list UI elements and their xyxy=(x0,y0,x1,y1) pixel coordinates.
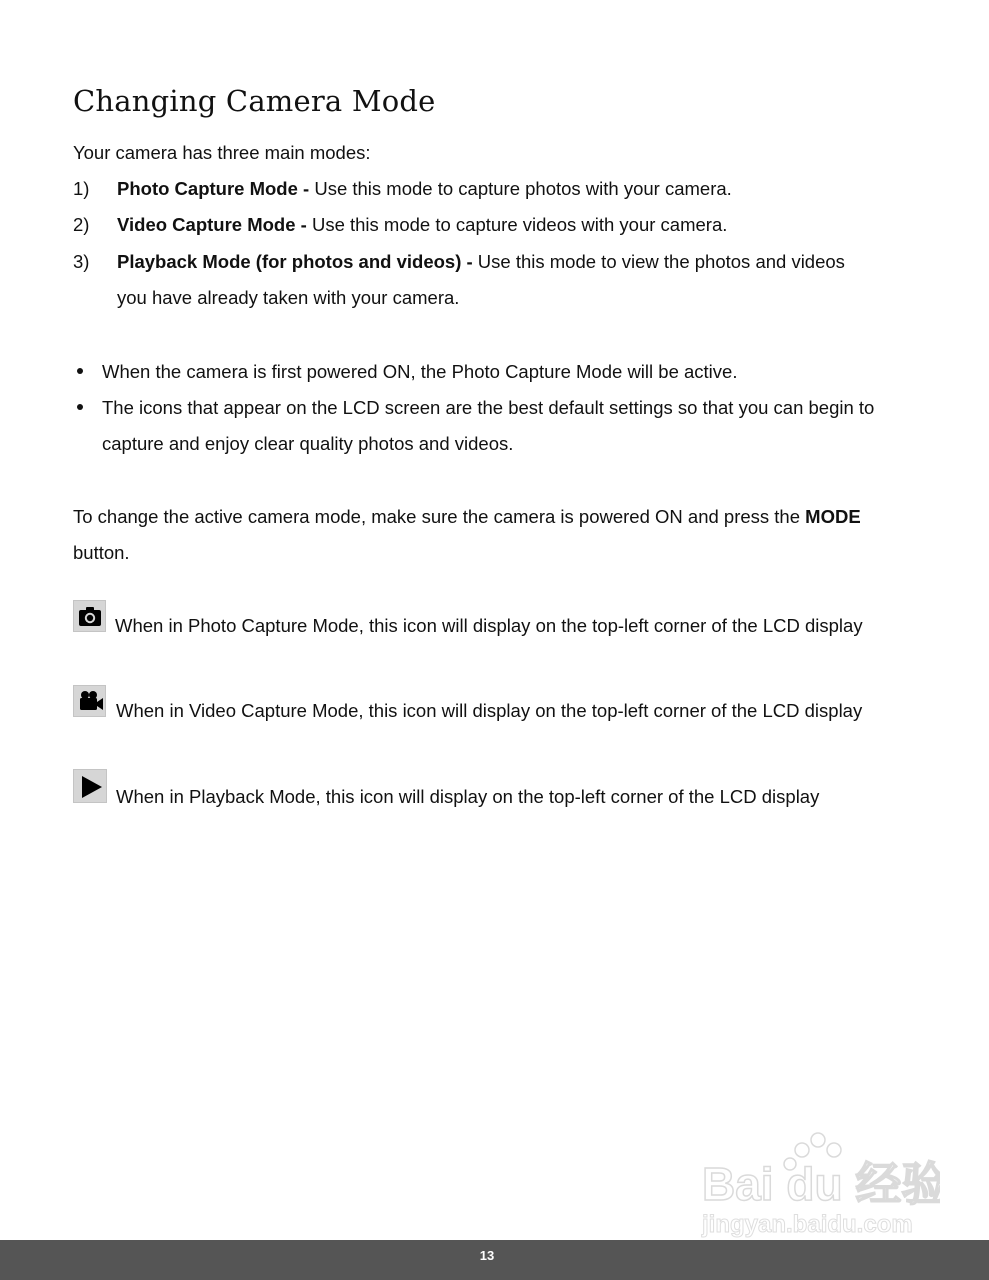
instruction-after: button. xyxy=(73,542,130,563)
instruction-before: To change the active camera mode, make sure the camera is powered ON and press the xyxy=(73,506,806,527)
video-camera-icon xyxy=(73,685,106,717)
list-item-playback-mode xyxy=(117,250,845,274)
mode-name: Video Capture Mode - xyxy=(117,214,307,235)
list-number: 2) xyxy=(73,214,90,235)
list-item-video-mode xyxy=(117,213,727,237)
bullet-item: The icons that appear on the LCD screen are the best default settings so that you can begin to xyxy=(102,397,875,418)
play-icon xyxy=(73,769,107,803)
bullet-icon xyxy=(77,368,83,374)
video-mode-icon-caption: When in Video Capture Mode, this icon will display on the top-left corner of the LCD display xyxy=(116,700,863,721)
mode-description: Use this mode to view the photos and videos xyxy=(472,251,845,272)
footer-bar xyxy=(0,1240,989,1280)
mode-description-continuation: you have already taken with your camera. xyxy=(117,287,460,308)
intro-text: Your camera has three main modes: xyxy=(73,142,371,163)
list-number: 1) xyxy=(73,178,90,199)
mode-name: Playback Mode (for photos and videos) - xyxy=(117,251,473,272)
list-item-photo-mode xyxy=(117,177,732,201)
mode-description: Use this mode to capture videos with your camera. xyxy=(306,214,728,235)
bullet-item: When the camera is first powered ON, the Photo Capture Mode will be active. xyxy=(102,361,738,382)
list-number: 3) xyxy=(73,251,90,272)
page-title: Changing Camera Mode xyxy=(73,84,436,118)
bullet-icon xyxy=(77,404,83,410)
playback-mode-icon-caption: When in Playback Mode, this icon will display on the top-left corner of the LCD display xyxy=(116,786,820,807)
page-number: 13 xyxy=(479,1248,495,1263)
mode-button-label: MODE xyxy=(805,506,861,527)
watermark-brand: Bai du 经验 xyxy=(702,1158,940,1210)
watermark-url: jingyan.baidu.com xyxy=(702,1211,913,1238)
baidu-watermark xyxy=(690,1128,940,1248)
instruction-text xyxy=(73,505,861,529)
mode-name: Photo Capture Mode - xyxy=(117,178,310,199)
photo-mode-icon-caption: When in Photo Capture Mode, this icon will display on the top-left corner of the LCD display xyxy=(115,615,863,636)
bullet-item-continuation: capture and enjoy clear quality photos and videos. xyxy=(102,433,514,454)
camera-icon xyxy=(73,600,106,632)
mode-description: Use this mode to capture photos with your camera. xyxy=(309,178,732,199)
